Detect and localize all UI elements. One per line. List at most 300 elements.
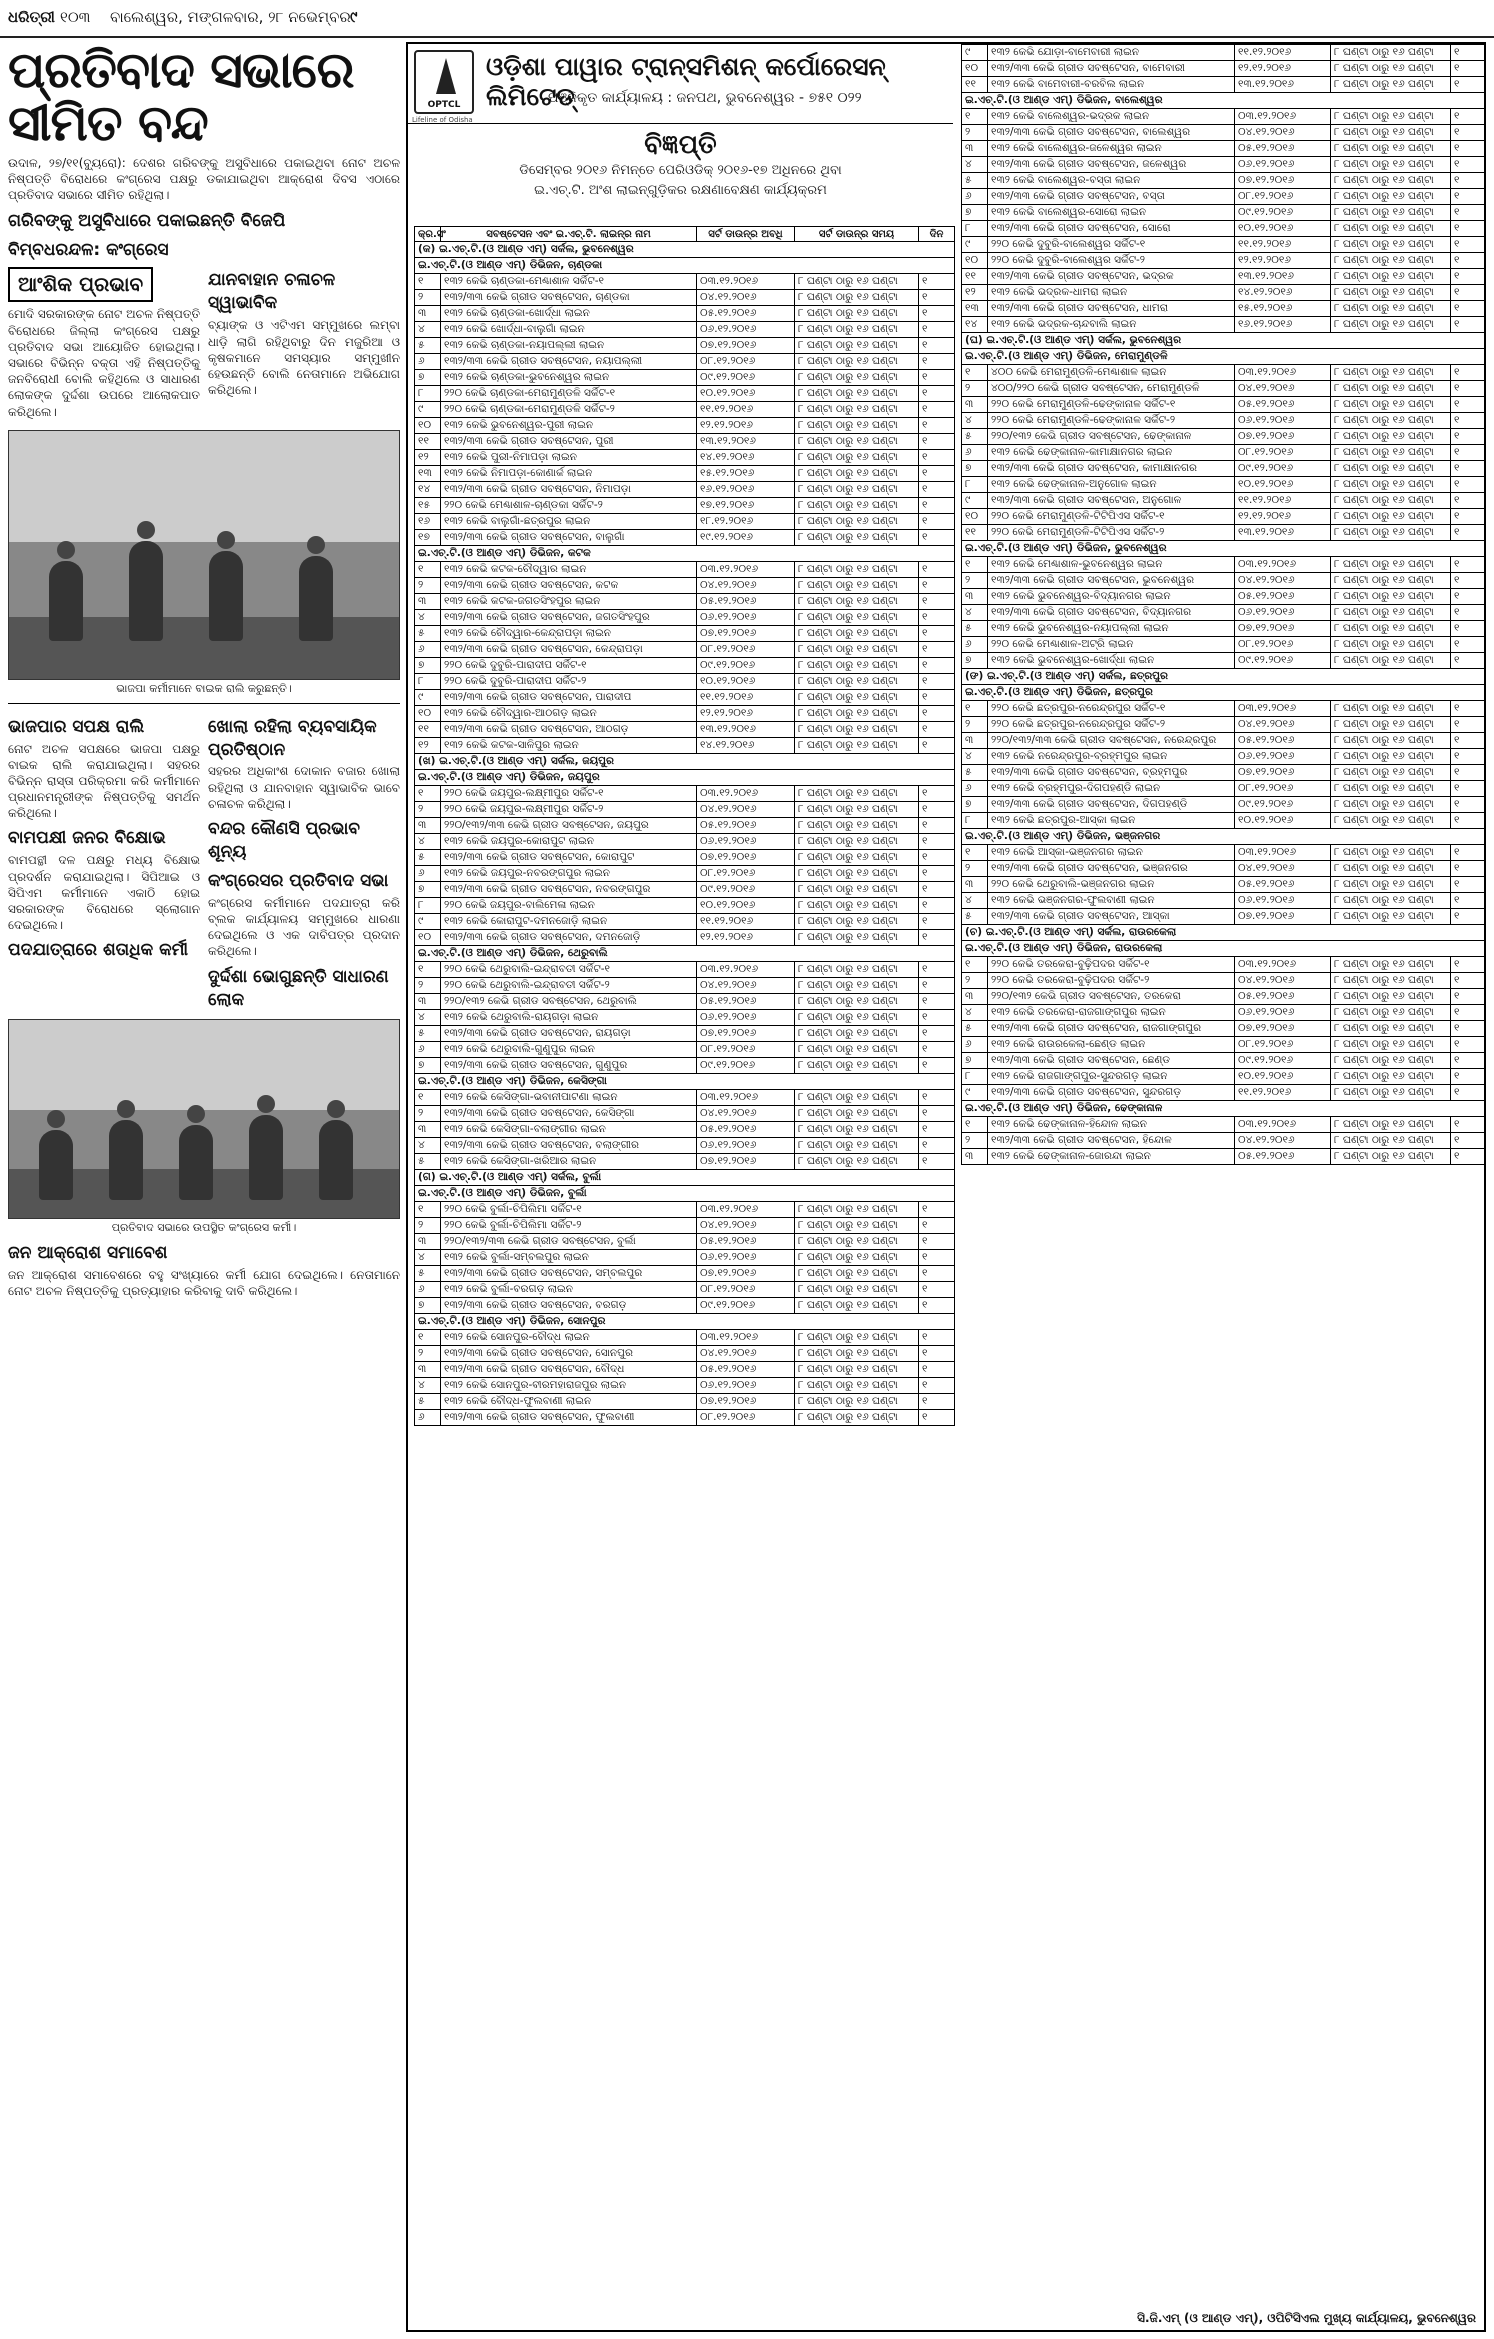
cell-dates: ୦୩.୧୨.୨୦୧୬	[697, 1330, 795, 1346]
photo-person	[319, 1120, 353, 1200]
optcl-logo-icon	[414, 50, 474, 114]
cell-name: ୧୩୨ କେଭି ବୁର୍ଲା-ସମ୍ବଲପୁର ଲାଇନ	[441, 1250, 697, 1266]
cell-days: ୧	[919, 530, 955, 546]
cell-sl: ୪	[962, 1005, 988, 1021]
cell-days: ୧	[1451, 557, 1485, 573]
table-row	[415, 1106, 955, 1122]
table-row	[415, 706, 955, 722]
cell-days: ୧	[919, 1026, 955, 1042]
cell-name: ୧୩୨/୩୩ କେଭି ଗ୍ରୀଡ ସବଷ୍ଟେସନ, ରାଜଗାଙ୍ଗପୁର	[988, 1021, 1235, 1037]
cell-time: ୮ ଘଣ୍ଟା ଠାରୁ ୧୬ ଘଣ୍ଟା	[795, 1122, 919, 1138]
table-row	[415, 722, 955, 738]
table-row	[962, 717, 1485, 733]
cell-dates: ୦୪.୧୨.୨୦୧୬	[697, 1218, 795, 1234]
table-row	[415, 354, 955, 370]
cell-name: ୨୨୦ କେଭି ମେଣ୍ଢାଶାଳ-ଚାଣ୍ଡକା ସର୍କିଟ-୨	[441, 498, 697, 514]
cell-sl: ୨	[415, 1218, 441, 1234]
cell-sl: ୯	[962, 237, 988, 253]
cell-sl: ୧୩	[415, 466, 441, 482]
cell-name: ୧୩୨/୩୩ କେଭି ଗ୍ରୀଡ ସବଷ୍ଟେସନ, ଭୁବନେଶ୍ୱର	[988, 573, 1235, 589]
cell-dates: ୦୫.୧୨.୨୦୧୬	[697, 306, 795, 322]
cell-sl: ୧୨	[415, 738, 441, 754]
cell-name: ୧୩୨/୩୩ କେଭି ଗ୍ରୀଡ ସବଷ୍ଟେସନ, ବଲାଙ୍ଗୀର	[441, 1138, 697, 1154]
cell-time: ୮ ଘଣ୍ଟା ଠାରୁ ୧୬ ଘଣ୍ଟା	[795, 1298, 919, 1314]
cell-name: ୨୨୦ କେଭି ମେରାମୁଣ୍ଡଳି-ଟିଟିପିଏସ ସର୍କିଟ-୧	[988, 509, 1235, 525]
cell-days: ୧	[1451, 61, 1485, 77]
cell-days: ୧	[1451, 653, 1485, 669]
cell-dates: ୦୬.୧୨.୨୦୧୬	[697, 1378, 795, 1394]
cell-dates: ୧୬.୧୨.୨୦୧୬	[1235, 317, 1331, 333]
cell-days: ୧	[1451, 589, 1485, 605]
photo-person	[249, 1115, 283, 1200]
cell-dates: ୧୦.୧୨.୨୦୧୬	[697, 898, 795, 914]
table-row	[415, 978, 955, 994]
cell-time: ୮ ଘଣ୍ଟା ଠାରୁ ୧୬ ଘଣ୍ଟା	[1331, 781, 1451, 797]
cell-dates: ୦୫.୧୨.୨୦୧୬	[1235, 1149, 1331, 1165]
cell-time: ୮ ଘଣ୍ଟା ଠାରୁ ୧୬ ଘଣ୍ଟା	[1331, 301, 1451, 317]
table-row	[962, 413, 1485, 429]
cell-days: ୧	[1451, 909, 1485, 925]
cell-dates: ୦୩.୧୨.୨୦୧୬	[1235, 1117, 1331, 1133]
photo-person	[129, 541, 163, 641]
cell-sl: ୧	[962, 957, 988, 973]
cell-name: ୧୩୨/୩୩ କେଭି ଗ୍ରୀଡ ସବଷ୍ଟେସନ, ଫୁଲବାଣୀ	[441, 1410, 697, 1426]
cell-dates: ୦୮.୧୨.୨୦୧୬	[697, 1042, 795, 1058]
table-row	[962, 525, 1485, 541]
cell-name: ୨୨୦/୧୩୨/୩୩ କେଭି ଗ୍ରୀଡ ସବଷ୍ଟେସନ, ଜୟପୁର	[441, 818, 697, 834]
cell-name: ୧୩୨ କେଭି କେସିଙ୍ଗା-ଭବାନୀପାଟଣା ଲାଇନ	[441, 1090, 697, 1106]
cell-dates: ୧୦.୧୨.୨୦୧୬	[697, 386, 795, 402]
body-paragraph-7: ଜନ ଆକ୍ରୋଶ ସମାବେଶରେ ବହୁ ସଂଖ୍ୟାରେ କର୍ମୀ ଯୋଗ ଦେଇଥିଲେ। ନେତାମାନେ ନୋଟ ଅଚଳ ନିଷ୍ପତ୍ତିକୁ ପ୍ରତ୍ୟାହାର କରିବାକୁ ଦାବି କରିଥିଲେ।	[8, 1268, 400, 1299]
cell-sl: ୨	[962, 125, 988, 141]
table-row	[962, 1005, 1485, 1021]
cell-name: ୧୩୨ କେଭି ଚାଣ୍ଡକା-ଭୁବନେଶ୍ୱର ଲାଇନ	[441, 370, 697, 386]
cell-name: ୨୨୦/୧୩୨ କେଭି ଗ୍ରୀଡ ସବଷ୍ଟେସନ, ତରକେରା	[988, 989, 1235, 1005]
table-row	[415, 738, 955, 754]
cell-dates: ୦୪.୧୨.୨୦୧୬	[697, 578, 795, 594]
cell-dates: ୦୪.୧୨.୨୦୧୬	[697, 978, 795, 994]
cell-name: ୧୩୨ କେଭି କେସିଙ୍ଗା-ବଲାଙ୍ଗୀର ଲାଇନ	[441, 1122, 697, 1138]
table-row	[962, 509, 1485, 525]
cell-time: ୮ ଘଣ୍ଟା ଠାରୁ ୧୬ ଘଣ୍ଟା	[795, 1058, 919, 1074]
cell-sl: ୧୦	[962, 509, 988, 525]
cell-sl: ୮	[415, 386, 441, 402]
table-row	[962, 845, 1485, 861]
cell-days: ୧	[919, 610, 955, 626]
cell-dates: ୦୭.୧୨.୨୦୧୬	[1235, 765, 1331, 781]
cell-days: ୧	[1451, 365, 1485, 381]
cell-time: ୮ ଘଣ୍ଟା ଠାରୁ ୧୬ ଘଣ୍ଟା	[795, 530, 919, 546]
cell-time: ୮ ଘଣ୍ଟା ଠାରୁ ୧୬ ଘଣ୍ଟା	[1331, 477, 1451, 493]
cell-dates: ୧୧.୧୨.୨୦୧୬	[1235, 237, 1331, 253]
cell-dates: ୦୭.୧୨.୨୦୧୬	[1235, 429, 1331, 445]
cell-days: ୧	[1451, 189, 1485, 205]
cell-sl: ୯	[962, 45, 988, 61]
cell-sl: ୨	[962, 573, 988, 589]
cell-time: ୮ ଘଣ୍ଟା ଠାରୁ ୧୬ ଘଣ୍ଟା	[1331, 317, 1451, 333]
cell-dates: ୦୭.୧୨.୨୦୧୬	[697, 1026, 795, 1042]
cell-sl: ୫	[415, 850, 441, 866]
table-row	[962, 893, 1485, 909]
lead-paragraph: ଉଦାଳ, ୨୭/୧୧(ବ୍ୟୁରୋ): ଦେଶର ଗରିବଙ୍କୁ ଅସୁବିଧାରେ ପକାଇଥିବା ନୋଟ ଅଚଳ ନିଷ୍ପତ୍ତି ବିରୋଧରେ କଂଗ୍ରେସ ପକ୍ଷରୁ ଡକାଯାଇଥିବା ଆକ୍ରୋଶ ଦିବସ ଏଠାରେ ପ୍ରତିବାଦ ସଭାରେ ସୀମିତ ରହିଥିଲା।	[8, 156, 400, 203]
cell-time: ୮ ଘଣ୍ଟା ଠାରୁ ୧୬ ଘଣ୍ଟା	[1331, 157, 1451, 173]
cell-time: ୮ ଘଣ୍ଟା ଠାରୁ ୧୬ ଘଣ୍ଟା	[795, 1106, 919, 1122]
table-row	[962, 1133, 1485, 1149]
cell-dates: ୦୪.୧୨.୨୦୧୬	[1235, 1133, 1331, 1149]
photo-person	[39, 1130, 73, 1200]
cell-name: ୧୩୨ କେଭି ଭୁବନେଶ୍ୱର-ନୟାପଲ୍ଲୀ ଲାଇନ	[988, 621, 1235, 637]
cell-sl: ୯	[415, 690, 441, 706]
cell-sl: ୪	[415, 322, 441, 338]
cell-days: ୧	[919, 930, 955, 946]
cell-time: ୮ ଘଣ୍ଟା ଠାରୁ ୧୬ ଘଣ୍ଟା	[1331, 445, 1451, 461]
cell-days: ୧	[919, 994, 955, 1010]
cell-time: ୮ ଘଣ୍ଟା ଠାରୁ ୧୬ ଘଣ୍ଟା	[1331, 141, 1451, 157]
cell-dates: ୦୯.୧୨.୨୦୧୬	[1235, 1053, 1331, 1069]
column-header: ସର୍ଟ ଡାଉନ୍‌ର ଅବଧି	[697, 227, 795, 242]
cell-time: ୮ ଘଣ୍ଟା ଠାରୁ ୧୬ ଘଣ୍ଟା	[795, 962, 919, 978]
cell-dates: ୧୨.୧୨.୨୦୧୬	[697, 930, 795, 946]
cell-time: ୮ ଘଣ୍ଟା ଠାରୁ ୧୬ ଘଣ୍ଟା	[1331, 877, 1451, 893]
cell-days: ୧	[1451, 957, 1485, 973]
cell-name: ୧୩୨ କେଭି କୋରାପୁଟ-ଦମନଜୋଡ଼ି ଲାଇନ	[441, 914, 697, 930]
cell-sl: ୩	[415, 594, 441, 610]
cell-sl: ୧୧	[962, 525, 988, 541]
cell-days: ୧	[1451, 973, 1485, 989]
cell-time: ୮ ଘଣ୍ଟା ଠାରୁ ୧୬ ଘଣ୍ଟା	[1331, 1149, 1451, 1165]
cell-days: ୧	[1451, 445, 1485, 461]
cell-time: ୮ ଘଣ୍ଟା ଠାରୁ ୧୬ ଘଣ୍ଟା	[1331, 989, 1451, 1005]
cell-name: ୧୩୨ କେଭି ଆସ୍କା-ଭଞ୍ଜନଗର ଲାଇନ	[988, 845, 1235, 861]
section-row	[962, 925, 1485, 941]
cell-days: ୧	[919, 434, 955, 450]
cell-name: ୧୩୨/୩୩ କେଭି ଗ୍ରୀଡ ସବଷ୍ଟେସନ, ଦିଗପହଣ୍ଡି	[988, 797, 1235, 813]
cell-name: ୨୨୦ କେଭି ଜୟପୁର-ଲକ୍ଷ୍ମୀପୁର ସର୍କିଟ-୨	[441, 802, 697, 818]
table-row	[962, 221, 1485, 237]
cell-sl: ୬	[415, 1410, 441, 1426]
cell-sl: ୧	[415, 786, 441, 802]
cell-sl: ୫	[415, 338, 441, 354]
cell-days: ୧	[1451, 1117, 1485, 1133]
table-row	[415, 1378, 955, 1394]
cell-dates: ୧୧.୧୨.୨୦୧୬	[697, 690, 795, 706]
cell-sl: ୨	[415, 578, 441, 594]
cell-days: ୧	[1451, 845, 1485, 861]
cell-dates: ୦୭.୧୨.୨୦୧୬	[1235, 621, 1331, 637]
cell-time: ୮ ଘଣ୍ଟା ଠାରୁ ୧୬ ଘଣ୍ଟା	[1331, 1005, 1451, 1021]
cell-time: ୮ ଘଣ୍ଟା ଠାରୁ ୧୬ ଘଣ୍ଟା	[795, 1330, 919, 1346]
cell-dates: ୧୧.୧୨.୨୦୧୬	[1235, 493, 1331, 509]
cell-time: ୮ ଘଣ୍ଟା ଠାରୁ ୧୬ ଘଣ୍ଟା	[795, 626, 919, 642]
cell-time: ୮ ଘଣ୍ଟା ଠାରୁ ୧୬ ଘଣ୍ଟା	[795, 562, 919, 578]
table-row	[962, 701, 1485, 717]
two-column-block	[8, 710, 400, 1014]
cell-sl: ୬	[415, 1042, 441, 1058]
cell-time: ୮ ଘଣ୍ଟା ଠାରୁ ୧୬ ଘଣ୍ଟା	[795, 1362, 919, 1378]
photo-person	[109, 1120, 143, 1200]
cell-name: ୧୩୨/୩୩ କେଭି ଗ୍ରୀଡ ସବଷ୍ଟେସନ, ଗୁଣୁପୁର	[441, 1058, 697, 1074]
cell-sl: ୩	[962, 1149, 988, 1165]
cell-sl: ୫	[962, 429, 988, 445]
table-row	[415, 338, 955, 354]
notice-title: ବିଜ୍ଞପ୍ତି	[644, 130, 717, 160]
cell-dates: ୦୬.୧୨.୨୦୧୬	[1235, 893, 1331, 909]
cell-name: ୧୩୨/୩୩ କେଭି ଗ୍ରୀଡ ସବଷ୍ଟେସନ, ସୁନ୍ଦରଗଡ଼	[988, 1085, 1235, 1101]
table-row	[962, 1053, 1485, 1069]
section-title: (ଘ) ଇ.ଏଚ୍.ଟି.(ଓ ଆଣ୍ଡ ଏମ୍) ସର୍କଲ, ଭୁବନେଶ୍ୱର	[962, 333, 1485, 349]
cell-days: ୧	[919, 1394, 955, 1410]
photo-caption-1: ଭାଜପା କର୍ମୀମାନେ ବାଇକ ରାଲି କରୁଛନ୍ତି।	[116, 681, 292, 695]
cell-time: ୮ ଘଣ୍ଟା ଠାରୁ ୧୬ ଘଣ୍ଟା	[795, 514, 919, 530]
cell-name: ୧୩୨/୩୩ କେଭି ଗ୍ରୀଡ ସବଷ୍ଟେସନ, ବାଲୁଗାଁ	[441, 530, 697, 546]
table-row	[415, 786, 955, 802]
table-row	[962, 1085, 1485, 1101]
cell-name: ୨୨୦ କେଭି ମେରାମୁଣ୍ଡଳି-ଢେଙ୍କାନାଳ ସର୍କିଟ-୧	[988, 397, 1235, 413]
table-row	[415, 674, 955, 690]
logo-text: OPTCL	[427, 100, 461, 110]
cell-sl: ୧୦	[415, 930, 441, 946]
cell-days: ୧	[1451, 109, 1485, 125]
table-row	[415, 1154, 955, 1170]
table-row	[415, 450, 955, 466]
cell-days: ୧	[919, 1010, 955, 1026]
cell-time: ୮ ଘଣ୍ଟା ଠାରୁ ୧୬ ଘଣ୍ଟା	[1331, 221, 1451, 237]
cell-dates: ୦୯.୧୨.୨୦୧୬	[697, 370, 795, 386]
cell-dates: ୧୧.୧୨.୨୦୧୬	[697, 402, 795, 418]
cell-time: ୮ ଘଣ୍ଟା ଠାରୁ ୧୬ ଘଣ୍ଟା	[795, 434, 919, 450]
cell-days: ୧	[1451, 429, 1485, 445]
table-row	[962, 1037, 1485, 1053]
cell-name: ୧୩୨/୩୩ କେଭି ଗ୍ରୀଡ ସବଷ୍ଟେସନ, ବ୍ରହ୍ମପୁର	[988, 765, 1235, 781]
cell-sl: ୧	[415, 1090, 441, 1106]
cell-name: ୧୩୨/୩୩ କେଭି ଗ୍ରୀଡ ସବଷ୍ଟେସନ, ଭଦ୍ରକ	[988, 269, 1235, 285]
cell-days: ୧	[1451, 237, 1485, 253]
cell-dates: ୦୯.୧୨.୨୦୧୬	[697, 658, 795, 674]
table-row	[415, 1042, 955, 1058]
cell-time: ୮ ଘଣ୍ଟା ଠାରୁ ୧୬ ଘଣ୍ଟା	[795, 610, 919, 626]
cell-dates: ୦୭.୧୨.୨୦୧୬	[697, 1154, 795, 1170]
cell-dates: ୦୫.୧୨.୨୦୧୬	[697, 1122, 795, 1138]
table-row	[415, 1202, 955, 1218]
cell-name: ୧୩୨/୩୩ କେଭି ଗ୍ରୀଡ ସବଷ୍ଟେସନ, ଚାଣ୍ଡକା	[441, 290, 697, 306]
photo-person	[179, 1125, 213, 1200]
table-row	[962, 749, 1485, 765]
cell-sl: ୧୪	[962, 317, 988, 333]
body-paragraph-2: ବ୍ୟାଙ୍କ ଓ ଏଟିଏମ ସମ୍ମୁଖରେ ଲମ୍ବା ଧାଡ଼ି ଲାଗି ରହିଥିବାରୁ ଦିନ ମଜୁରିଆ ଓ କୃଷକମାନେ ସମସ୍ୟାର ସମ୍ମୁଖୀନ ହେଉଛନ୍ତି ବୋଲି ନେତାମାନେ ଅଭିଯୋଗ କରିଥିଲେ।	[208, 318, 400, 398]
cell-name: ୧୩୨ କେଭି ଚାଣ୍ଡକା-ନୟାପଲ୍ଲୀ ଲାଇନ	[441, 338, 697, 354]
cell-dates: ୦୪.୧୨.୨୦୧୬	[1235, 573, 1331, 589]
cell-sl: ୨	[415, 290, 441, 306]
cell-dates: ୦୫.୧୨.୨୦୧୬	[697, 1234, 795, 1250]
cell-sl: ୭	[962, 461, 988, 477]
cell-dates: ୦୫.୧୨.୨୦୧୬	[697, 818, 795, 834]
table-row	[415, 306, 955, 322]
column-header: ସବଷ୍ଟେସନ ଏବଂ ଇ.ଏଚ୍.ଟି. ଲାଇନ୍‌ର ନାମ	[441, 227, 697, 242]
cell-days: ୧	[1451, 157, 1485, 173]
cell-days: ୧	[1451, 285, 1485, 301]
cell-time: ୮ ଘଣ୍ଟା ଠାରୁ ୧୬ ଘଣ୍ଟା	[1331, 109, 1451, 125]
table-row	[415, 1282, 955, 1298]
cell-time: ୮ ଘଣ୍ଟା ଠାରୁ ୧୬ ଘଣ୍ଟା	[795, 1250, 919, 1266]
cell-name: ୧୩୨ କେଭି ଖୋର୍ଦ୍ଧା-ବାଲୁଗାଁ ଲାଇନ	[441, 322, 697, 338]
cell-time: ୮ ଘଣ୍ଟା ଠାରୁ ୧୬ ଘଣ୍ଟା	[795, 994, 919, 1010]
cell-sl: ୩	[415, 818, 441, 834]
ad-header	[408, 44, 953, 124]
section-row	[962, 93, 1485, 109]
issue-number: ୧୦୩	[60, 8, 91, 26]
section-row	[962, 941, 1485, 957]
cell-days: ୧	[1451, 221, 1485, 237]
cell-time: ୮ ଘଣ୍ଟା ଠାରୁ ୧୬ ଘଣ୍ଟା	[1331, 125, 1451, 141]
cell-dates: ୦୪.୧୨.୨୦୧୬	[1235, 717, 1331, 733]
cell-dates: ୧୧.୧୨.୨୦୧୬	[1235, 1085, 1331, 1101]
cell-days: ୧	[1451, 461, 1485, 477]
cell-time: ୮ ଘଣ୍ଟା ଠାରୁ ୧୬ ଘଣ୍ଟା	[1331, 45, 1451, 61]
cell-sl: ୧୨	[415, 450, 441, 466]
cell-days: ୧	[919, 962, 955, 978]
section-title: ଇ.ଏଚ୍.ଟି.(ଓ ଆଣ୍ଡ ଏମ୍) ଡିଭିଜନ, ଚାଣ୍ଡକା	[415, 258, 955, 274]
subhead-7: ବନ୍ଦର କୌଣସି ପ୍ରଭାବ ଶୂନ୍ୟ	[208, 819, 361, 862]
table-row	[415, 578, 955, 594]
cell-time: ୮ ଘଣ୍ଟା ଠାରୁ ୧୬ ଘଣ୍ଟା	[1331, 845, 1451, 861]
table-row	[415, 274, 955, 290]
cell-time: ୮ ଘଣ୍ଟା ଠାରୁ ୧୬ ଘଣ୍ଟା	[795, 594, 919, 610]
section-row	[962, 669, 1485, 685]
table-row	[962, 205, 1485, 221]
cell-time: ୮ ଘଣ୍ଟା ଠାରୁ ୧୬ ଘଣ୍ଟା	[795, 930, 919, 946]
cell-name: ୧୩୨/୩୩ କେଭି ଗ୍ରୀଡ ସବଷ୍ଟେସନ, ଜଳେଶ୍ୱର	[988, 157, 1235, 173]
cell-dates: ୧୨.୧୨.୨୦୧୬	[697, 418, 795, 434]
cell-name: ୧୩୨ କେଭି ସୋନପୁର-ବୌଦ୍ଧ ଲାଇନ	[441, 1330, 697, 1346]
cell-time: ୮ ଘଣ୍ଟା ଠାରୁ ୧୬ ଘଣ୍ଟା	[795, 290, 919, 306]
cell-dates: ୦୬.୧୨.୨୦୧୬	[697, 1010, 795, 1026]
table-row	[962, 877, 1485, 893]
cell-dates: ୦୩.୧୨.୨୦୧୬	[1235, 557, 1331, 573]
cell-time: ୮ ଘଣ୍ଟା ଠାରୁ ୧୬ ଘଣ୍ଟା	[1331, 1133, 1451, 1149]
cell-time: ୮ ଘଣ୍ଟା ଠାରୁ ୧୬ ଘଣ୍ଟା	[1331, 493, 1451, 509]
cell-name: ୨୨୦ କେଭି ଚାଣ୍ଡକା-ମେରାମୁଣ୍ଡଳି ସର୍କିଟ-୧	[441, 386, 697, 402]
cell-sl: ୩	[962, 989, 988, 1005]
cell-name: ୧୩୨/୩୩ କେଭି ଗ୍ରୀଡ ସବଷ୍ଟେସନ, କୋରାପୁଟ	[441, 850, 697, 866]
cell-name: ୧୩୨ କେଭି ବାଲେଶ୍ୱର-ଜଳେଶ୍ୱର ଲାଇନ	[988, 141, 1235, 157]
cell-time: ୮ ଘଣ୍ଟା ଠାରୁ ୧୬ ଘଣ୍ଟା	[795, 274, 919, 290]
cell-name: ୧୩୨/୩୩ କେଭି ଗ୍ରୀଡ ସବଷ୍ଟେସନ, ବରଗଡ଼	[441, 1298, 697, 1314]
cell-name: ୧୩୨/୩୩ କେଭି ଗ୍ରୀଡ ସବଷ୍ଟେସନ, ନବରଙ୍ଗପୁର	[441, 882, 697, 898]
cell-sl: ୪	[962, 749, 988, 765]
cell-days: ୧	[1451, 621, 1485, 637]
cell-days: ୧	[919, 578, 955, 594]
cell-dates: ୦୮.୧୨.୨୦୧୬	[697, 1410, 795, 1426]
cell-time: ୮ ଘଣ୍ଟା ଠାରୁ ୧୬ ଘଣ୍ଟା	[795, 1154, 919, 1170]
cell-name: ୧୩୨ କେଭି ଢେଙ୍କାନାଳ-ହିନ୍ଦୋଳ ଲାଇନ	[988, 1117, 1235, 1133]
cell-sl: ୩	[962, 733, 988, 749]
cell-sl: ୭	[962, 1053, 988, 1069]
cell-name: ୧୩୨ କେଭି ବାଲେଶ୍ୱର-ବସ୍ତା ଲାଇନ	[988, 173, 1235, 189]
cell-time: ୮ ଘଣ୍ଟା ଠାରୁ ୧୬ ଘଣ୍ଟା	[1331, 621, 1451, 637]
main-headline: ପ୍ରତିବାଦ ସଭାରେ ସୀମିତ ବନ୍ଦ	[8, 41, 354, 152]
cell-sl: ୭	[962, 797, 988, 813]
cell-dates: ୧୩.୧୨.୨୦୧୬	[1235, 525, 1331, 541]
table-row	[962, 61, 1485, 77]
cell-dates: ୧୨.୧୨.୨୦୧୬	[697, 706, 795, 722]
cell-days: ୧	[1451, 381, 1485, 397]
table-row	[415, 802, 955, 818]
cell-name: ୧୩୨ କେଭି ରାଉରକେଲା-ଛେଣ୍ଡ ଲାଇନ	[988, 1037, 1235, 1053]
table-row	[415, 1138, 955, 1154]
cell-name: ୨୨୦ କେଭି ଥେରୁବାଲି-ଇନ୍ଦ୍ରାବତୀ ସର୍କିଟ-୧	[441, 962, 697, 978]
cell-time: ୮ ଘଣ୍ଟା ଠାରୁ ୧୬ ଘଣ୍ଟା	[795, 386, 919, 402]
section-title: (ଖ) ଇ.ଏଚ୍.ଟି.(ଓ ଆଣ୍ଡ ଏମ୍) ସର୍କଲ, ଜୟପୁର	[415, 754, 955, 770]
cell-sl: ୩	[962, 141, 988, 157]
cell-days: ୧	[1451, 637, 1485, 653]
cell-name: ୧୩୨/୩୩ କେଭି ଗ୍ରୀଡ ସବଷ୍ଟେସନ, ରାୟଗଡ଼ା	[441, 1026, 697, 1042]
cell-dates: ୧୫.୧୨.୨୦୧୬	[1235, 301, 1331, 317]
cell-days: ୧	[1451, 893, 1485, 909]
cell-dates: ୧୧.୧୨.୨୦୧୬	[1235, 45, 1331, 61]
cell-days: ୧	[1451, 141, 1485, 157]
cell-name: ୧୩୨ କେଭି ଥେରୁବାଲି-ରାୟଗଡ଼ା ଲାଇନ	[441, 1010, 697, 1026]
cell-time: ୮ ଘଣ୍ଟା ଠାରୁ ୧୬ ଘଣ୍ଟା	[1331, 749, 1451, 765]
cell-days: ୧	[1451, 861, 1485, 877]
table-row	[962, 637, 1485, 653]
cell-days: ୧	[1451, 1069, 1485, 1085]
cell-name: ୨୨୦ କେଭି ଦୁବୁରି-ପାରାଦୀପ ସର୍କିଟ-୧	[441, 658, 697, 674]
cell-dates: ୦୩.୧୨.୨୦୧୬	[1235, 845, 1331, 861]
table-row	[415, 834, 955, 850]
table-row	[962, 381, 1485, 397]
cell-name: ୨୨୦ କେଭି ଦୁବୁରି-ବାଲେଶ୍ୱର ସର୍କିଟ-୨	[988, 253, 1235, 269]
cell-dates: ୧୦.୧୨.୨୦୧୬	[697, 674, 795, 690]
cell-name: ୧୩୨/୩୩ କେଭି ଗ୍ରୀଡ ସବଷ୍ଟେସନ, ଭଞ୍ଜନଗର	[988, 861, 1235, 877]
section-title: ଇ.ଏଚ୍.ଟି.(ଓ ଆଣ୍ଡ ଏମ୍) ଡିଭିଜନ, ମେରାମୁଣ୍ଡଳି	[962, 349, 1485, 365]
cell-sl: ୧	[962, 845, 988, 861]
cell-sl: ୯	[962, 1085, 988, 1101]
cell-time: ୮ ଘଣ୍ଟା ଠାରୁ ୧୬ ଘଣ୍ଟା	[1331, 1021, 1451, 1037]
table-row	[962, 573, 1485, 589]
cell-name: ୧୩୨/୩୩ କେଭି ଗ୍ରୀଡ ସବଷ୍ଟେସନ, ନୟାପଲ୍ଲୀ	[441, 354, 697, 370]
cell-time: ୮ ଘଣ୍ଟା ଠାରୁ ୧୬ ଘଣ୍ଟା	[795, 322, 919, 338]
cell-days: ୧	[1451, 493, 1485, 509]
cell-name: ୧୩୨ କେଭି ଢେଙ୍କାନାଳ-ଅନୁଗୋଳ ଲାଇନ	[988, 477, 1235, 493]
photo-caption-2: ପ୍ରତିବାଦ ସଭାରେ ଉପସ୍ଥିତ କଂଗ୍ରେସ କର୍ମୀ।	[111, 1221, 297, 1235]
cell-time: ୮ ଘଣ୍ଟା ଠାରୁ ୧୬ ଘଣ୍ଟା	[795, 1202, 919, 1218]
cell-dates: ୧୨.୧୨.୨୦୧୬	[1235, 61, 1331, 77]
cell-time: ୮ ଘଣ୍ଟା ଠାରୁ ୧୬ ଘଣ୍ଟା	[1331, 717, 1451, 733]
cell-sl: ୧	[962, 557, 988, 573]
body-paragraph-6: କଂଗ୍ରେସ କର୍ମୀମାନେ ପଦଯାତ୍ରା କରି ବ୍ଲକ କାର୍ଯ୍ୟାଳୟ ସମ୍ମୁଖରେ ଧାରଣା ଦେଇଥିଲେ ଓ ଏକ ଦାବିପତ୍ର ପ୍ରଦାନ କରିଥିଲେ।	[208, 895, 400, 959]
table-row	[962, 1021, 1485, 1037]
table-row	[962, 477, 1485, 493]
cell-dates: ୦୭.୧୨.୨୦୧୬	[1235, 1021, 1331, 1037]
cell-dates: ୦୮.୧୨.୨୦୧୬	[1235, 445, 1331, 461]
cell-name: ୧୩୨ କେଭି ତରକେରା-ରାଜଗାଙ୍ଗପୁର ଲାଇନ	[988, 1005, 1235, 1021]
cell-days: ୧	[919, 322, 955, 338]
cell-name: ୨୨୦ କେଭି ତରକେରା-ବୁଢ଼ିପଦର ସର୍କିଟ-୧	[988, 957, 1235, 973]
cell-days: ୧	[919, 274, 955, 290]
cell-time: ୮ ଘଣ୍ଟା ଠାରୁ ୧୬ ଘଣ୍ଟା	[795, 786, 919, 802]
cell-time: ୮ ଘଣ୍ଟା ଠାରୁ ୧୬ ଘଣ୍ଟା	[795, 1410, 919, 1426]
cell-sl: ୨	[962, 717, 988, 733]
divider	[8, 703, 400, 704]
table-row	[962, 285, 1485, 301]
cell-name: ୨୨୦/୧୩୨/୩୩ କେଭି ଗ୍ରୀଡ ସବଷ୍ଟେସନ, ନରେନ୍ଦ୍ରପୁର	[988, 733, 1235, 749]
cell-dates: ୦୮.୧୨.୨୦୧୬	[1235, 637, 1331, 653]
table-row	[415, 1026, 955, 1042]
table-row	[415, 642, 955, 658]
cell-sl: ୬	[962, 781, 988, 797]
cell-name: ୨୨୦/୧୩୨ କେଭି ଗ୍ରୀଡ ସବଷ୍ଟେସନ, ଢେଙ୍କାନାଳ	[988, 429, 1235, 445]
cell-name: ୧୩୨/୩୩ କେଭି ଗ୍ରୀଡ ସବଷ୍ଟେସନ, କେନ୍ଦ୍ରାପଡ଼ା	[441, 642, 697, 658]
